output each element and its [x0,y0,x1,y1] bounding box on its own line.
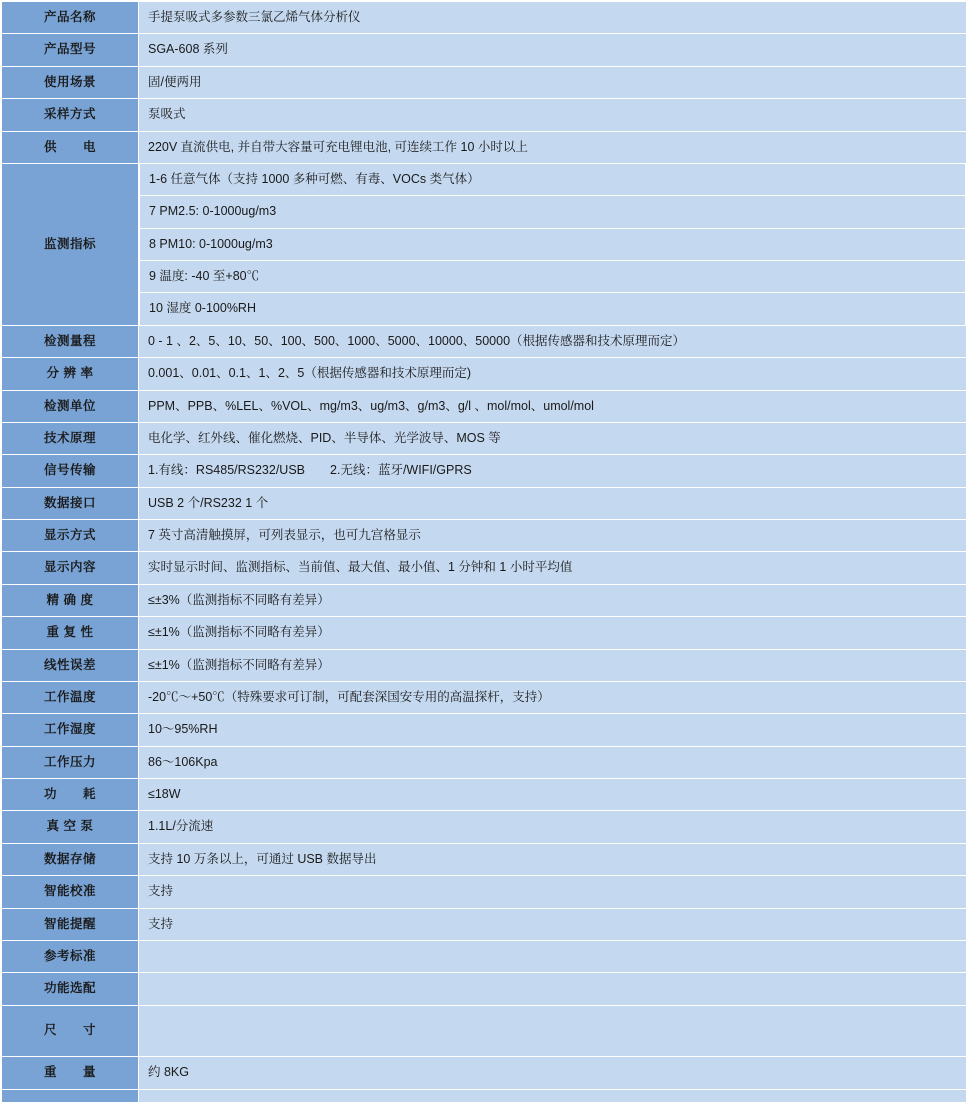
table-row [2,779,967,811]
table-row [2,811,967,843]
row-label: 工作湿度 [2,714,139,746]
row-value: ≤±1%（监测指标不同略有差异） [139,649,967,681]
row-value: 10～95%RH [139,714,967,746]
row-label: 重 量 [2,1057,139,1089]
row-value: 支持 10 万条以上，可通过 USB 数据导出 [139,843,967,875]
row-value: 支持 [139,876,967,908]
row-label: 线性误差 [2,649,139,681]
table-row [2,422,967,454]
table-row [2,1089,967,1102]
row-label: 监测指标 [2,163,139,325]
row-value: 支持 [139,908,967,940]
row-label: 检测单位 [2,390,139,422]
row-value: ≤±3%（监测指标不同略有差异） [139,584,967,616]
table-row [2,358,967,390]
row-value [139,1089,967,1102]
table-row [2,584,967,616]
row-value: 手提泵吸式多参数三氯乙烯气体分析仪 [139,2,967,34]
table-row [2,746,967,778]
table-row [2,1057,967,1089]
row-value: 0 - 1 、2、5、10、50、100、500、1000、5000、10000、50000（根据传感器和技术原理而定） [139,325,967,357]
list-item [140,228,966,260]
row-value: 泵吸式 [139,99,967,131]
row-value [139,163,967,325]
row-label: 数据接口 [2,487,139,519]
table-row [2,2,967,34]
row-label: 智能校准 [2,876,139,908]
row-label: 分 辨 率 [2,358,139,390]
row-value: -20℃～+50℃（特殊要求可订制，可配套深国安专用的高温探杆，支持） [139,681,967,713]
table-row [2,34,967,66]
row-value: 1.有线：RS485/RS232/USB 2.无线：蓝牙/WIFI/GPRS [139,455,967,487]
table-row [2,843,967,875]
list-item [140,293,966,325]
row-value [139,1005,967,1057]
row-value: 0.001、0.01、0.1、1、2、5（根据传感器和技术原理而定) [139,358,967,390]
row-label: 智能提醒 [2,908,139,940]
row-value: ≤18W [139,779,967,811]
table-row [2,876,967,908]
spec-table-body [2,2,967,1103]
option-line [148,1012,957,1031]
row-value: 电化学、红外线、催化燃烧、PID、半导体、光学波导、MOS 等 [139,422,967,454]
row-value: 固/便两用 [139,66,967,98]
row-label: 使用场景 [2,66,139,98]
list-item-text: 10 湿度 0-100%RH [140,293,966,325]
table-row [2,66,967,98]
table-row-optional-functions [2,1005,967,1057]
table-row [2,520,967,552]
row-label: 真 空 泵 [2,811,139,843]
row-value: 约 8KG [139,1057,967,1089]
list-item [140,196,966,228]
row-label: 显示方式 [2,520,139,552]
row-label: 重 复 性 [2,617,139,649]
table-row [2,99,967,131]
row-label: 功能选配 [2,973,139,1005]
product-spec-table [1,1,967,1103]
row-label: 信号传输 [2,455,139,487]
table-row [2,390,967,422]
row-value: USB 2 个/RS232 1 个 [139,487,967,519]
table-row [2,617,967,649]
row-value: SGA-608 系列 [139,34,967,66]
table-row [2,940,967,972]
list-item-text: 8 PM10: 0-1000ug/m3 [140,228,966,260]
table-row [2,325,967,357]
table-row [2,908,967,940]
list-item [140,164,966,196]
row-label: 参考标准 [2,940,139,972]
list-item [140,261,966,293]
row-label [2,1089,139,1102]
row-value: 7 英寸高清触摸屏，可列表显示，也可九宫格显示 [139,520,967,552]
row-value: 实时显示时间、监测指标、当前值、最大值、最小值、1 分钟和 1 小时平均值 [139,552,967,584]
row-value: PPM、PPB、%LEL、%VOL、mg/m3、ug/m3、g/m3、g/l 、mol/mol、umol/mol [139,390,967,422]
table-row [2,649,967,681]
row-label: 供 电 [2,131,139,163]
row-value [139,940,967,972]
row-label: 显示内容 [2,552,139,584]
row-label: 精 确 度 [2,584,139,616]
option-line [148,1031,957,1050]
row-label: 检测量程 [2,325,139,357]
list-item-text: 9 温度: -40 至+80℃ [140,261,966,293]
row-label: 采样方式 [2,99,139,131]
row-value: ≤±1%（监测指标不同略有差异） [139,617,967,649]
row-label: 工作压力 [2,746,139,778]
row-value: 86～106Kpa [139,746,967,778]
row-value: 1.1L/分流速 [139,811,967,843]
row-label: 数据存储 [2,843,139,875]
row-label: 功 耗 [2,779,139,811]
row-label: 产品型号 [2,34,139,66]
table-row [2,681,967,713]
list-item-text: 7 PM2.5: 0-1000ug/m3 [140,196,966,228]
list-item-text: 1-6 任意气体（支持 1000 多种可燃、有毒、VOCs 类气体） [140,164,966,196]
row-value [139,973,967,1005]
table-row-reference-standards [2,973,967,1005]
row-label: 工作温度 [2,681,139,713]
table-row [2,455,967,487]
row-label: 技术原理 [2,422,139,454]
table-row-monitoring-index [2,163,967,325]
table-row [2,487,967,519]
table-row [2,131,967,163]
table-row [2,714,967,746]
row-value: 220V 直流供电, 并自带大容量可充电锂电池, 可连续工作 10 小时以上 [139,131,967,163]
monitoring-index-list [139,164,966,325]
row-label: 尺 寸 [2,1005,139,1057]
table-row [2,552,967,584]
row-label: 产品名称 [2,2,139,34]
